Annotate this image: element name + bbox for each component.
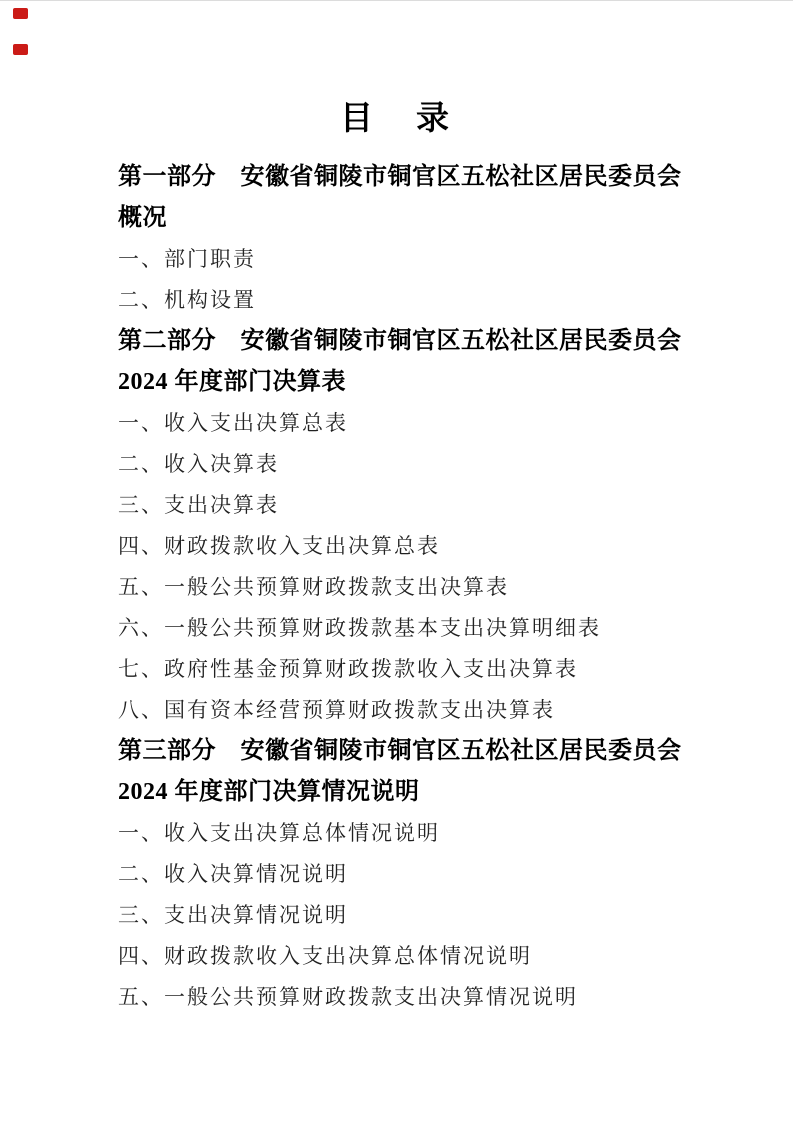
toc-entry: 第二部分 安徽省铜陵市铜官区五松社区居民委员会 (118, 328, 682, 354)
toc-entry: 三、支出决算表 (118, 493, 279, 517)
toc-entry: 四、财政拨款收入支出决算总表 (118, 534, 440, 558)
page-title: 目 录 (340, 99, 454, 136)
toc-entry: 六、一般公共预算财政拨款基本支出决算明细表 (118, 616, 601, 640)
toc-entry: 二、收入决算情况说明 (118, 862, 348, 886)
page-edge-line (0, 0, 793, 1)
toc-entry: 第一部分 安徽省铜陵市铜官区五松社区居民委员会 (118, 164, 682, 190)
toc-entry: 三、支出决算情况说明 (118, 903, 348, 927)
toc-entry: 五、一般公共预算财政拨款支出决算情况说明 (118, 985, 578, 1009)
toc-entry: 八、国有资本经营预算财政拨款支出决算表 (118, 698, 555, 722)
toc-entry: 七、政府性基金预算财政拨款收入支出决算表 (118, 657, 578, 681)
toc-list (0, 157, 793, 1018)
red-artifact-icon (13, 44, 28, 55)
toc-entry: 2024 年度部门决算表 (118, 369, 346, 395)
toc-entry: 二、收入决算表 (118, 452, 279, 476)
toc-entry: 一、部门职责 (118, 247, 256, 271)
toc-entry: 一、收入支出决算总体情况说明 (118, 821, 440, 845)
red-artifact-icon (13, 8, 28, 19)
toc-entry: 概况 (118, 205, 167, 231)
toc-entry: 2024 年度部门决算情况说明 (118, 779, 420, 805)
toc-entry: 二、机构设置 (118, 288, 256, 312)
toc-entry: 一、收入支出决算总表 (118, 411, 348, 435)
toc-entry: 第三部分 安徽省铜陵市铜官区五松社区居民委员会 (118, 738, 682, 764)
toc-entry: 四、财政拨款收入支出决算总体情况说明 (118, 944, 532, 968)
toc-entry: 五、一般公共预算财政拨款支出决算表 (118, 575, 509, 599)
